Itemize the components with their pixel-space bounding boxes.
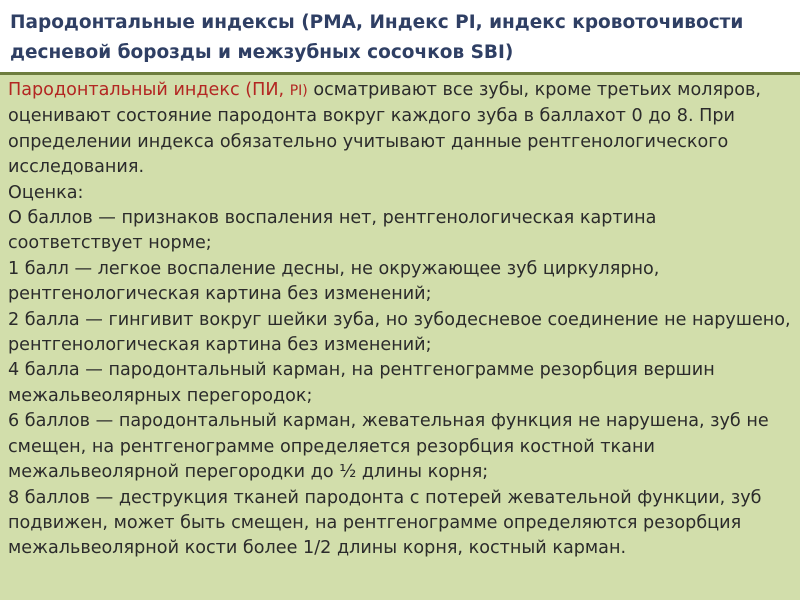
intro-paragraph [8, 78, 794, 181]
score-item-8: 8 баллов — деструкция тканей пародонта с потерей жевательной функции, зуб подвижен, может быть смещен, на рентгенограмме определяются резорбция межальвеолярной кости более 1/2 длины корня, костный карман. [8, 487, 762, 559]
score-item-2: 2 балла — гингивит вокруг шейки зуба, но зубодесневое соединение не нарушено, рентгенологическая картина без изменений; [8, 309, 791, 356]
score-item-0: О баллов — признаков воспаления нет, рентгенологическая картина соответствует норме; [8, 208, 657, 254]
slide-body [0, 75, 800, 600]
index-abbreviation: PI) [289, 83, 308, 99]
score-item-4: 4 балла — пародонтальный карман, на рентгенограмме резорбция вершин межальвеолярных перегородок; [8, 360, 715, 406]
slide-content [8, 78, 794, 562]
index-name: Пародонтальный индекс (ПИ, [8, 80, 285, 100]
slide-title: Пародонтальные индексы (РМА, Индекс PI, индекс кровоточивости десневой борозды и межзубных сосочков SBI) [10, 12, 744, 63]
score-item-6: 6 баллов — пародонтальный карман, жевательная функция не нарушена, зуб не смещен, на рентгенограмме определяется резорбция костной ткани межальвеолярной перегородки до ½ длины корня; [8, 411, 769, 483]
evaluation-label: Оценка: [8, 182, 84, 203]
slide-header [0, 0, 800, 75]
intro-text: осматривают все зубы, кроме третьих моляров, оценивают состояние пародонта вокруг каждого зуба в баллахот 0 до 8. При определении индекса обязательно учитывают данные рентгенологического исследования. [8, 80, 761, 178]
score-item-1: 1 балл — легкое воспаление десны, не окружающее зуб циркулярно, рентгенологическая картина без изменений; [8, 258, 660, 305]
